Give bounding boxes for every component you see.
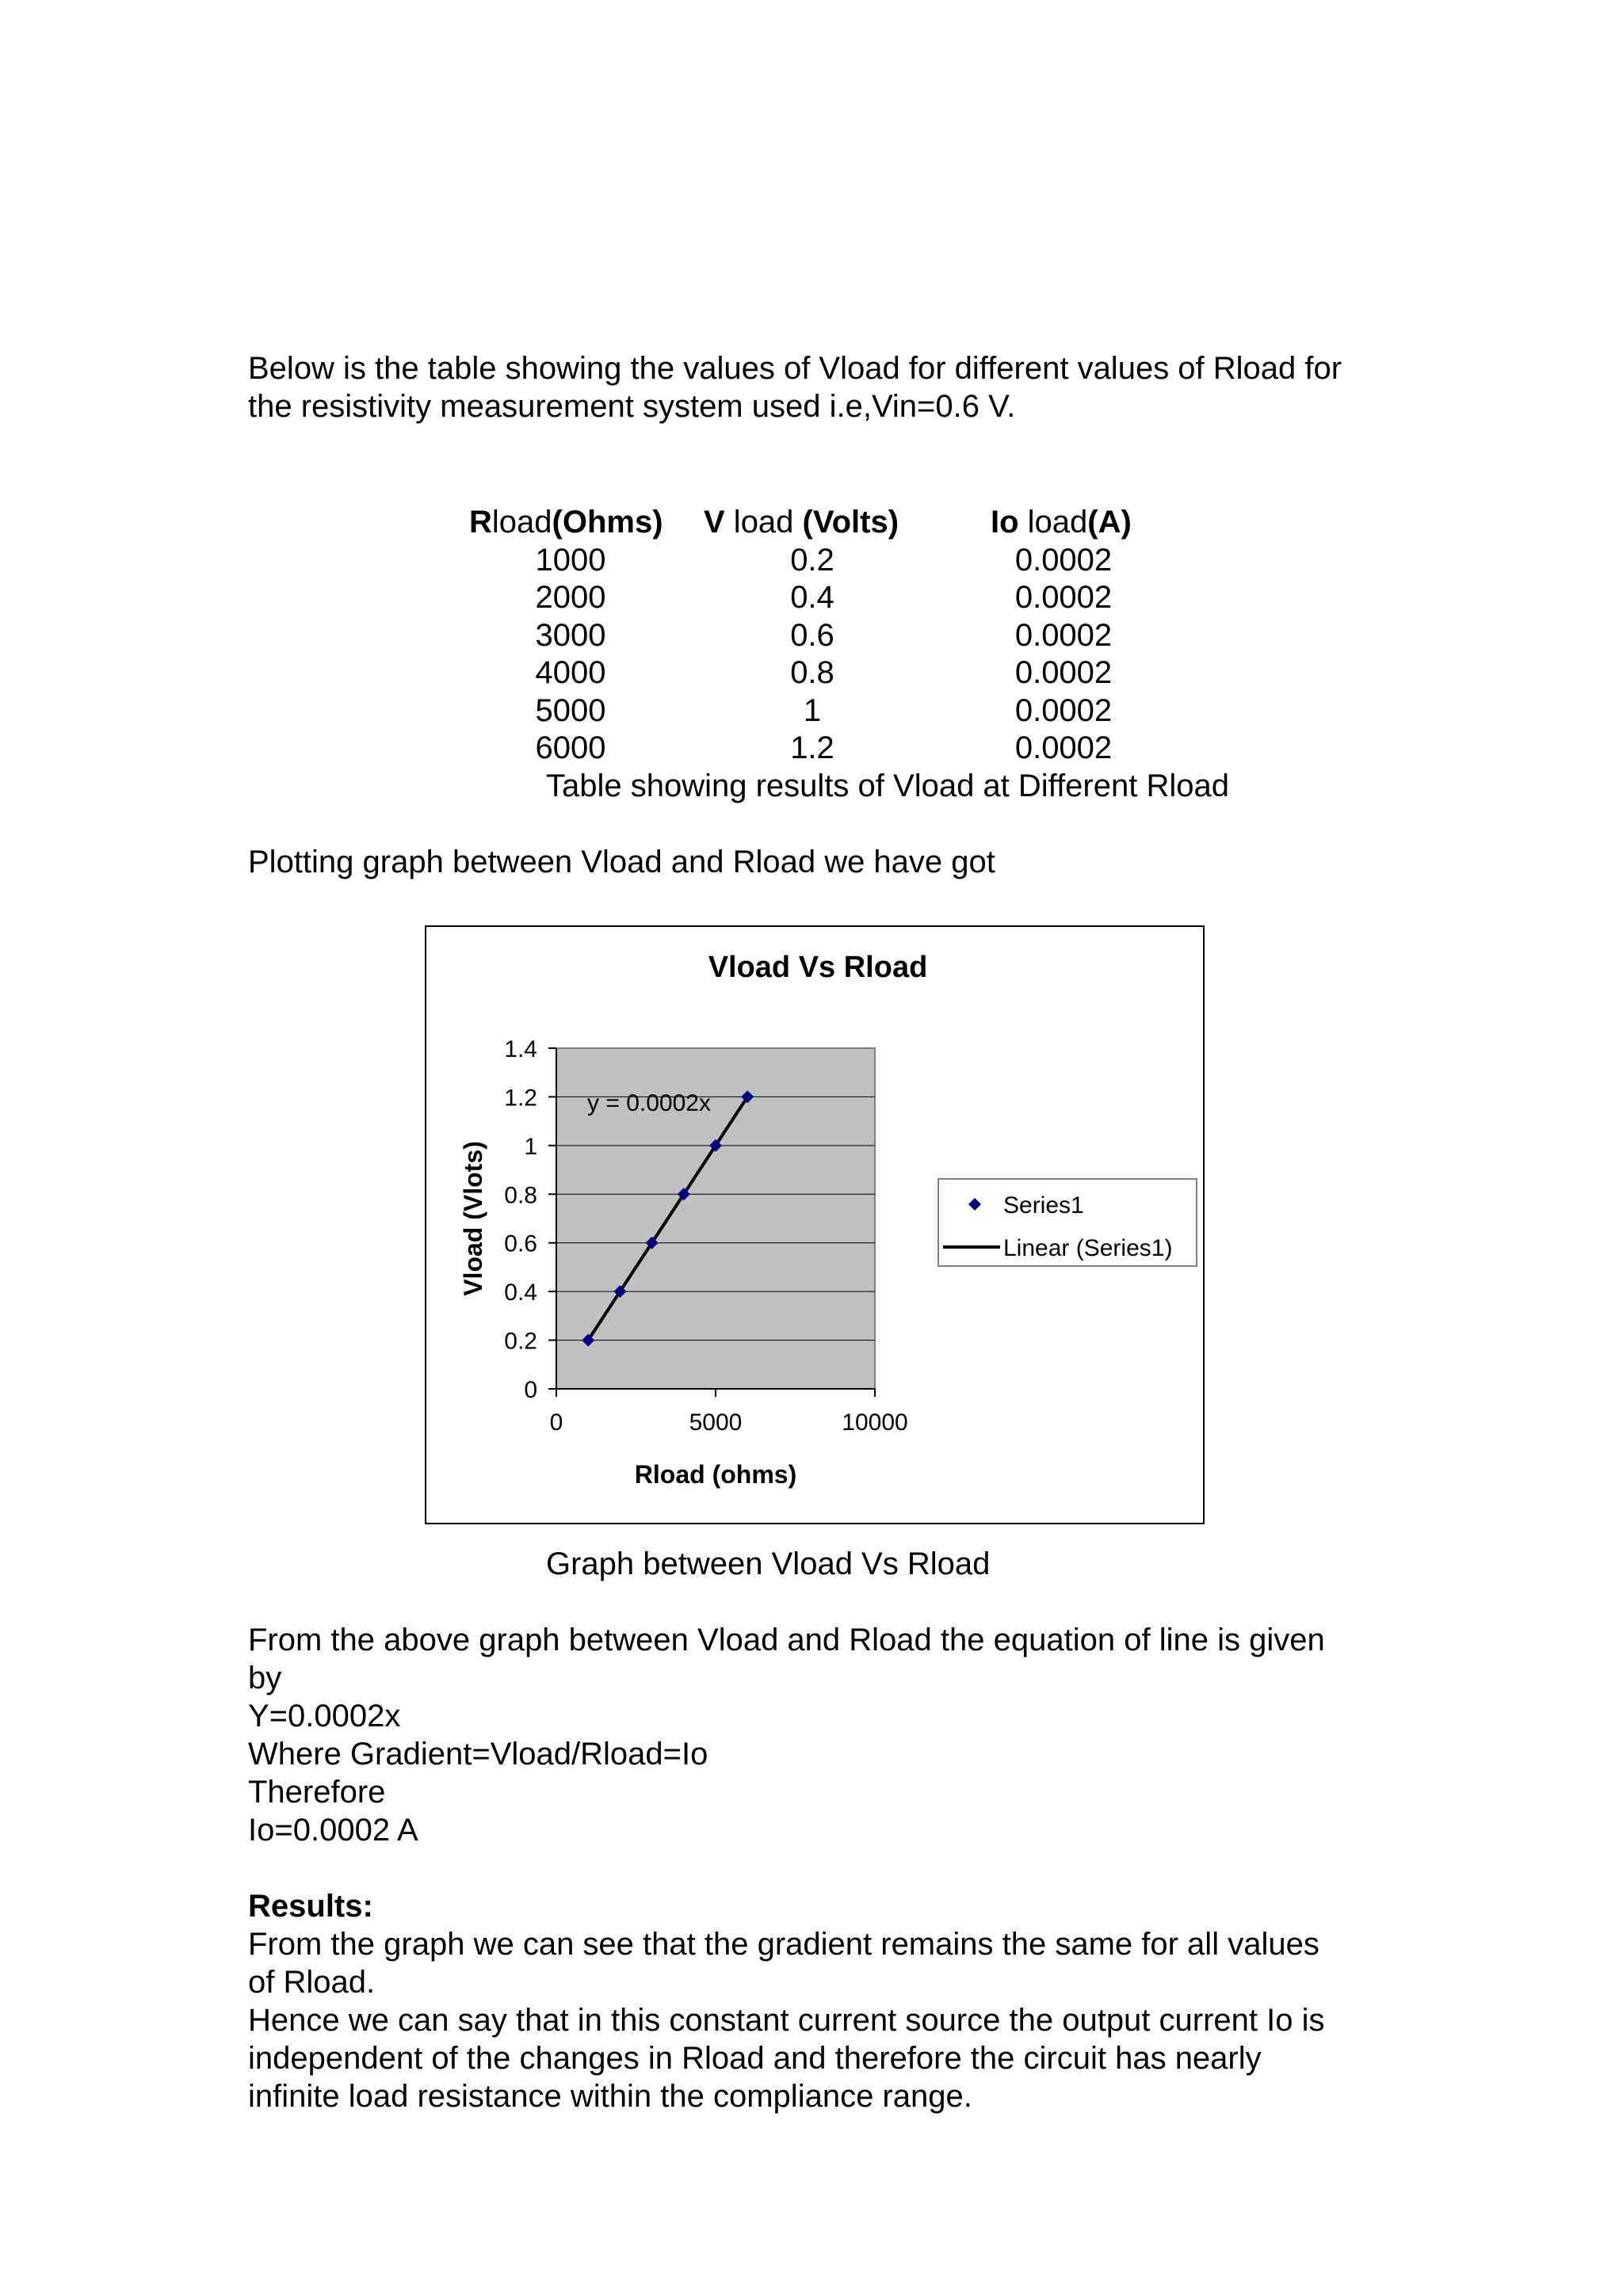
trendline-equation: y = 0.0002x <box>587 1090 711 1116</box>
results-line-3: Hence we can say that in this constant current source the output current Io is <box>248 2003 1325 2038</box>
table-cell: 2000 <box>535 580 606 615</box>
table-header-ioload: Io load(A) <box>991 505 1132 540</box>
y-axis-label: Vload (Vlots) <box>459 1141 487 1296</box>
y-tick-label: 1 <box>524 1133 537 1160</box>
table-cell: 0.2 <box>790 542 834 578</box>
table-cell: 5000 <box>535 692 606 728</box>
chart-caption: Graph between Vload Vs Rload <box>546 1547 991 1581</box>
legend-label-linear: Linear (Series1) <box>1003 1235 1173 1261</box>
table-cell: 0.0002 <box>1014 542 1113 578</box>
x-tick-label: 0 <box>549 1409 563 1436</box>
vload-vs-rload-chart <box>426 927 1203 1523</box>
intro-line-1: Below is the table showing the values of Vload for different values of Rload for <box>248 351 1342 386</box>
conclusion-therefore: Therefore <box>248 1775 386 1810</box>
table-cell: 0.4 <box>790 580 834 615</box>
conclusion-line-1: From the above graph between Vload and Rload the equation of line is given <box>248 1623 1325 1657</box>
results-line-2: of Rload. <box>248 1965 376 2000</box>
table-cell: 0.0002 <box>1014 617 1113 653</box>
table-header-rload: Rload(Ohms) <box>469 505 663 540</box>
chart-title: Vload Vs Rload <box>708 951 928 984</box>
table-cell: 1000 <box>535 542 606 578</box>
table-cell: 0.0002 <box>1014 580 1113 615</box>
conclusion-line-2: by <box>248 1661 282 1695</box>
intro-line-2: the resistivity measurement system used i.e,Vin=0.6 V. <box>248 389 1016 424</box>
y-tick-label: 1.4 <box>504 1036 537 1062</box>
table-cell: 4000 <box>535 655 606 690</box>
x-tick-label: 10000 <box>842 1409 908 1436</box>
y-tick-label: 0.4 <box>504 1280 537 1306</box>
table-cell: 0.0002 <box>1014 692 1113 728</box>
table-cell: 1.2 <box>790 730 834 765</box>
table-caption: Table showing results of Vload at Different Rload <box>546 769 1229 803</box>
results-table <box>469 504 1262 805</box>
chart-frame <box>425 925 1205 1524</box>
table-cell: 1 <box>803 692 822 728</box>
y-tick-label: 0 <box>524 1377 537 1403</box>
results-heading: Results: <box>248 1889 373 1924</box>
y-tick-label: 0.2 <box>504 1328 537 1355</box>
table-cell: 0.0002 <box>1014 655 1113 690</box>
results-line-4: independent of the changes in Rload and therefore the circuit has nearly <box>248 2041 1262 2076</box>
x-axis-label: Rload (ohms) <box>634 1460 797 1489</box>
results-line-1: From the graph we can see that the gradient remains the same for all values <box>248 1927 1319 1962</box>
conclusion-io-value: Io=0.0002 A <box>248 1813 418 1848</box>
table-cell: 0.0002 <box>1014 730 1113 765</box>
legend-label-series1: Series1 <box>1003 1192 1084 1219</box>
table-cell: 0.8 <box>790 655 834 690</box>
conclusion-gradient: Where Gradient=Vload/Rload=Io <box>248 1737 708 1772</box>
table-cell: 6000 <box>535 730 606 765</box>
y-tick-label: 0.6 <box>504 1230 537 1257</box>
x-tick-label: 5000 <box>689 1409 743 1436</box>
table-cell: 0.6 <box>790 617 834 653</box>
table-column-rload <box>491 542 650 768</box>
table-column-vload <box>733 542 892 768</box>
y-tick-label: 1.2 <box>504 1085 537 1112</box>
results-line-5: infinite load resistance within the compliance range. <box>248 2079 972 2114</box>
y-tick-label: 0.8 <box>504 1182 537 1209</box>
plot-intro-text: Plotting graph between Vload and Rload we have got <box>248 845 995 879</box>
table-column-ioload <box>984 542 1143 768</box>
conclusion-equation: Y=0.0002x <box>248 1699 401 1733</box>
table-cell: 3000 <box>535 617 606 653</box>
table-header-vload: V load (Volts) <box>704 505 899 540</box>
